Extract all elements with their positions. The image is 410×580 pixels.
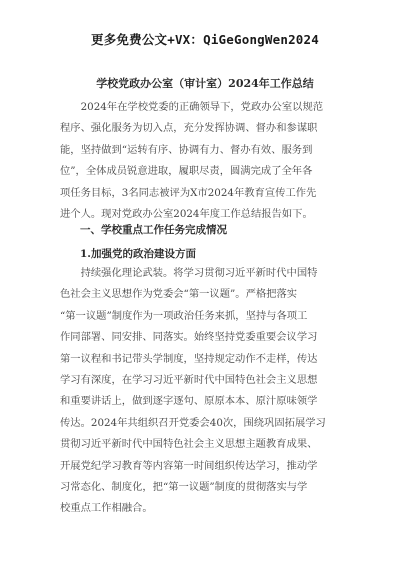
intro-line: 项任务目标，3名同志被评为X市2024年教育宣传工作先 (60, 186, 317, 199)
intro-line: 进个人。现对党政办公室2024年度工作总结报告如下。 (60, 208, 313, 221)
intro-line: 2024年在学校党委的正确领导下，党政办公室以规范 (60, 101, 324, 113)
section-line: 传达。2024年共组织召开党委会40次，围绕巩固拓展学习 (60, 416, 326, 429)
section-line: 校重点工作相融合。 (60, 502, 153, 515)
intro-line: 位”，全体成员锐意进取，履职尽责，圆满完成了全年各 (60, 165, 313, 178)
intro-paragraph (60, 97, 356, 225)
section-line: “第一议题”制度作为一项政治任务来抓，坚持与各项工 (60, 309, 308, 322)
section-line: 学习有深度，在学习习近平新时代中国特色社会主义思想 (60, 374, 318, 387)
section-line: 第一议程和书记带头学制度，坚持规定动作不走样，传达 (60, 352, 318, 365)
section-heading: 一、学校重点工作任务完成情况 (80, 224, 227, 236)
section-line: 习常态化、制度化，把“第一议题”制度的贯彻落实与学 (60, 481, 308, 494)
section-line: 作同部署、同安排、同落实。始终坚持党委重要会议学习 (60, 331, 318, 344)
section-line: 和重要讲话上，做到逐字逐句、原原本本、原汁原味领学 (60, 395, 318, 408)
section-line: 持续强化理论武装。将学习贯彻习近平新时代中国特 (60, 267, 318, 279)
intro-line: 能，坚持做到“运转有序、协调有力、督办有效、服务到 (60, 143, 313, 156)
document-title: 学校党政办公室（审计室）2024年工作总结 (96, 77, 314, 90)
section-paragraph (60, 263, 356, 520)
intro-line: 程序、强化服务为切入点，充分发挥协调、督办和参谋职 (60, 122, 318, 135)
section-line: 开展党纪学习教育等内容第一时间组织传达学习，推动学 (60, 459, 318, 472)
section-line: 色社会主义思想作为党委会“第一议题”。严格把落实 (60, 288, 298, 301)
subsection-heading: 1.加强党的政治建设方面 (80, 248, 196, 260)
promo-banner: 更多免费公文+VX：QiGeGongWen2024 (91, 32, 319, 47)
section-line: 贯彻习近平新时代中国特色社会主义思想主题教育成果、 (60, 438, 318, 451)
